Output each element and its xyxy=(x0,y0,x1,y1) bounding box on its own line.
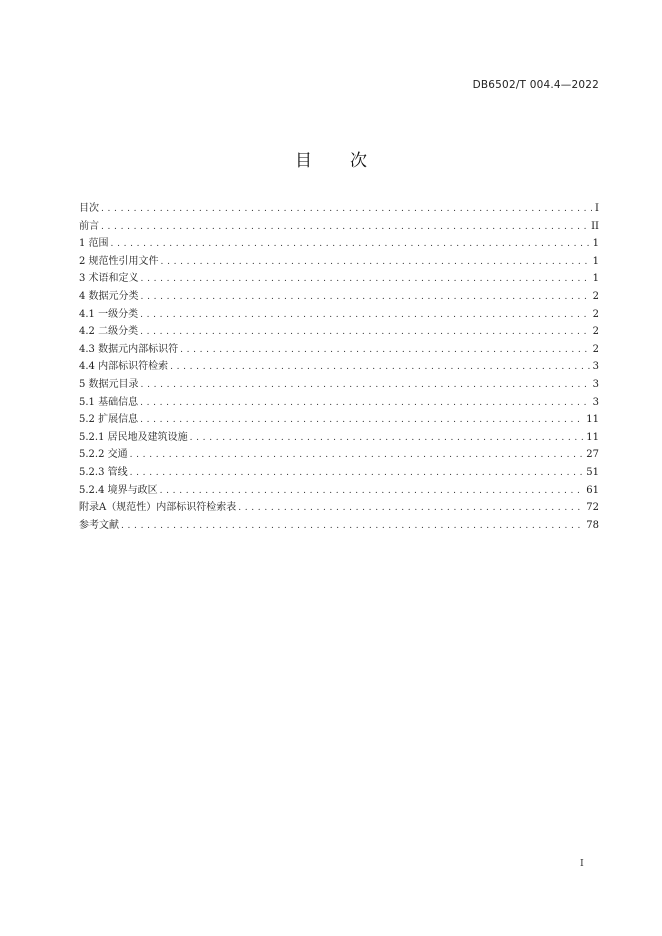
toc-entry-page: 27 xyxy=(586,449,599,461)
toc-entry-label: 3 术语和定义 xyxy=(79,273,139,285)
toc-entry[interactable] xyxy=(79,288,599,306)
toc-entry[interactable] xyxy=(79,218,599,236)
toc-entry[interactable] xyxy=(79,376,599,394)
toc-entry[interactable] xyxy=(79,341,599,359)
toc-entry-label: 5.2.3 管线 xyxy=(79,466,128,478)
toc-leader-dots xyxy=(141,289,590,307)
toc-entry[interactable] xyxy=(79,358,599,376)
toc-entry-page: 11 xyxy=(586,431,599,443)
toc-entry-label: 5.2.2 交通 xyxy=(79,449,128,461)
toc-leader-dots xyxy=(130,447,584,465)
toc-entry[interactable] xyxy=(79,411,599,429)
toc-entry-label: 4.4 内部标识符检索 xyxy=(79,361,169,373)
toc-entry-label: 5 数据元目录 xyxy=(79,378,139,390)
toc-leader-dots xyxy=(140,324,590,342)
toc-entry[interactable] xyxy=(79,235,599,253)
toc-leader-dots xyxy=(140,307,590,325)
document-code: DB6502/T 004.4—2022 xyxy=(472,79,599,91)
table-of-contents xyxy=(79,200,599,534)
toc-leader-dots xyxy=(161,254,590,272)
toc-entry-label: 附录A（规范性）内部标识符检索表 xyxy=(79,502,237,514)
toc-entry-label: 4.2 二级分类 xyxy=(79,326,139,338)
toc-leader-dots xyxy=(180,342,590,360)
toc-entry-page: 3 xyxy=(592,378,599,390)
toc-leader-dots xyxy=(160,483,584,501)
toc-entry[interactable] xyxy=(79,446,599,464)
toc-entry-page: 1 xyxy=(592,238,599,250)
toc-entry[interactable] xyxy=(79,270,599,288)
page-number: I xyxy=(580,858,584,869)
toc-leader-dots xyxy=(101,219,588,237)
toc-leader-dots xyxy=(140,395,590,413)
toc-entry-label: 4 数据元分类 xyxy=(79,290,139,302)
toc-entry-page: 2 xyxy=(592,343,599,355)
toc-leader-dots xyxy=(141,271,590,289)
toc-entry[interactable] xyxy=(79,464,599,482)
toc-entry[interactable] xyxy=(79,429,599,447)
toc-entry-page: II xyxy=(591,220,599,232)
toc-entry-label: 参考文献 xyxy=(79,519,119,531)
toc-leader-dots xyxy=(130,465,584,483)
toc-entry-page: 72 xyxy=(586,502,599,514)
toc-entry-page: 78 xyxy=(586,519,599,531)
toc-entry-page: I xyxy=(595,203,599,214)
toc-heading: 目次 xyxy=(295,151,405,171)
toc-leader-dots xyxy=(140,412,583,430)
toc-entry[interactable] xyxy=(79,253,599,271)
toc-entry-label: 1 范围 xyxy=(79,238,109,250)
toc-entry[interactable] xyxy=(79,200,599,218)
toc-entry-label: 前言 xyxy=(79,220,99,232)
toc-entry-page: 3 xyxy=(592,396,599,408)
toc-entry[interactable] xyxy=(79,306,599,324)
toc-entry[interactable] xyxy=(79,517,599,535)
toc-leader-dots xyxy=(111,236,590,254)
toc-entry-page: 3 xyxy=(592,361,599,373)
toc-entry-label: 5.1 基础信息 xyxy=(79,396,139,408)
toc-entry-page: 61 xyxy=(586,484,599,496)
toc-entry-page: 51 xyxy=(586,466,599,478)
toc-entry-page: 1 xyxy=(592,273,599,285)
toc-leader-dots xyxy=(141,377,590,395)
toc-entry-label: 5.2 扩展信息 xyxy=(79,414,139,426)
toc-leader-dots xyxy=(101,201,592,219)
toc-entry-page: 2 xyxy=(592,308,599,320)
toc-entry-page: 1 xyxy=(592,255,599,267)
toc-entry-label: 2 规范性引用文件 xyxy=(79,255,159,267)
toc-entry[interactable] xyxy=(79,323,599,341)
toc-entry[interactable] xyxy=(79,482,599,500)
toc-leader-dots xyxy=(190,430,584,448)
toc-entry-page: 2 xyxy=(592,290,599,302)
toc-entry-page: 2 xyxy=(592,326,599,338)
toc-entry[interactable] xyxy=(79,499,599,517)
toc-leader-dots xyxy=(121,518,583,536)
toc-leader-dots xyxy=(170,359,590,377)
toc-entry-label: 5.2.4 境界与政区 xyxy=(79,484,158,496)
toc-entry-page: 11 xyxy=(586,414,599,426)
toc-entry[interactable] xyxy=(79,394,599,412)
toc-entry-label: 目次 xyxy=(79,203,99,214)
toc-entry-label: 4.1 一级分类 xyxy=(79,308,139,320)
toc-entry-label: 5.2.1 居民地及建筑设施 xyxy=(79,431,188,443)
toc-leader-dots xyxy=(238,500,583,518)
toc-entry-label: 4.3 数据元内部标识符 xyxy=(79,343,179,355)
